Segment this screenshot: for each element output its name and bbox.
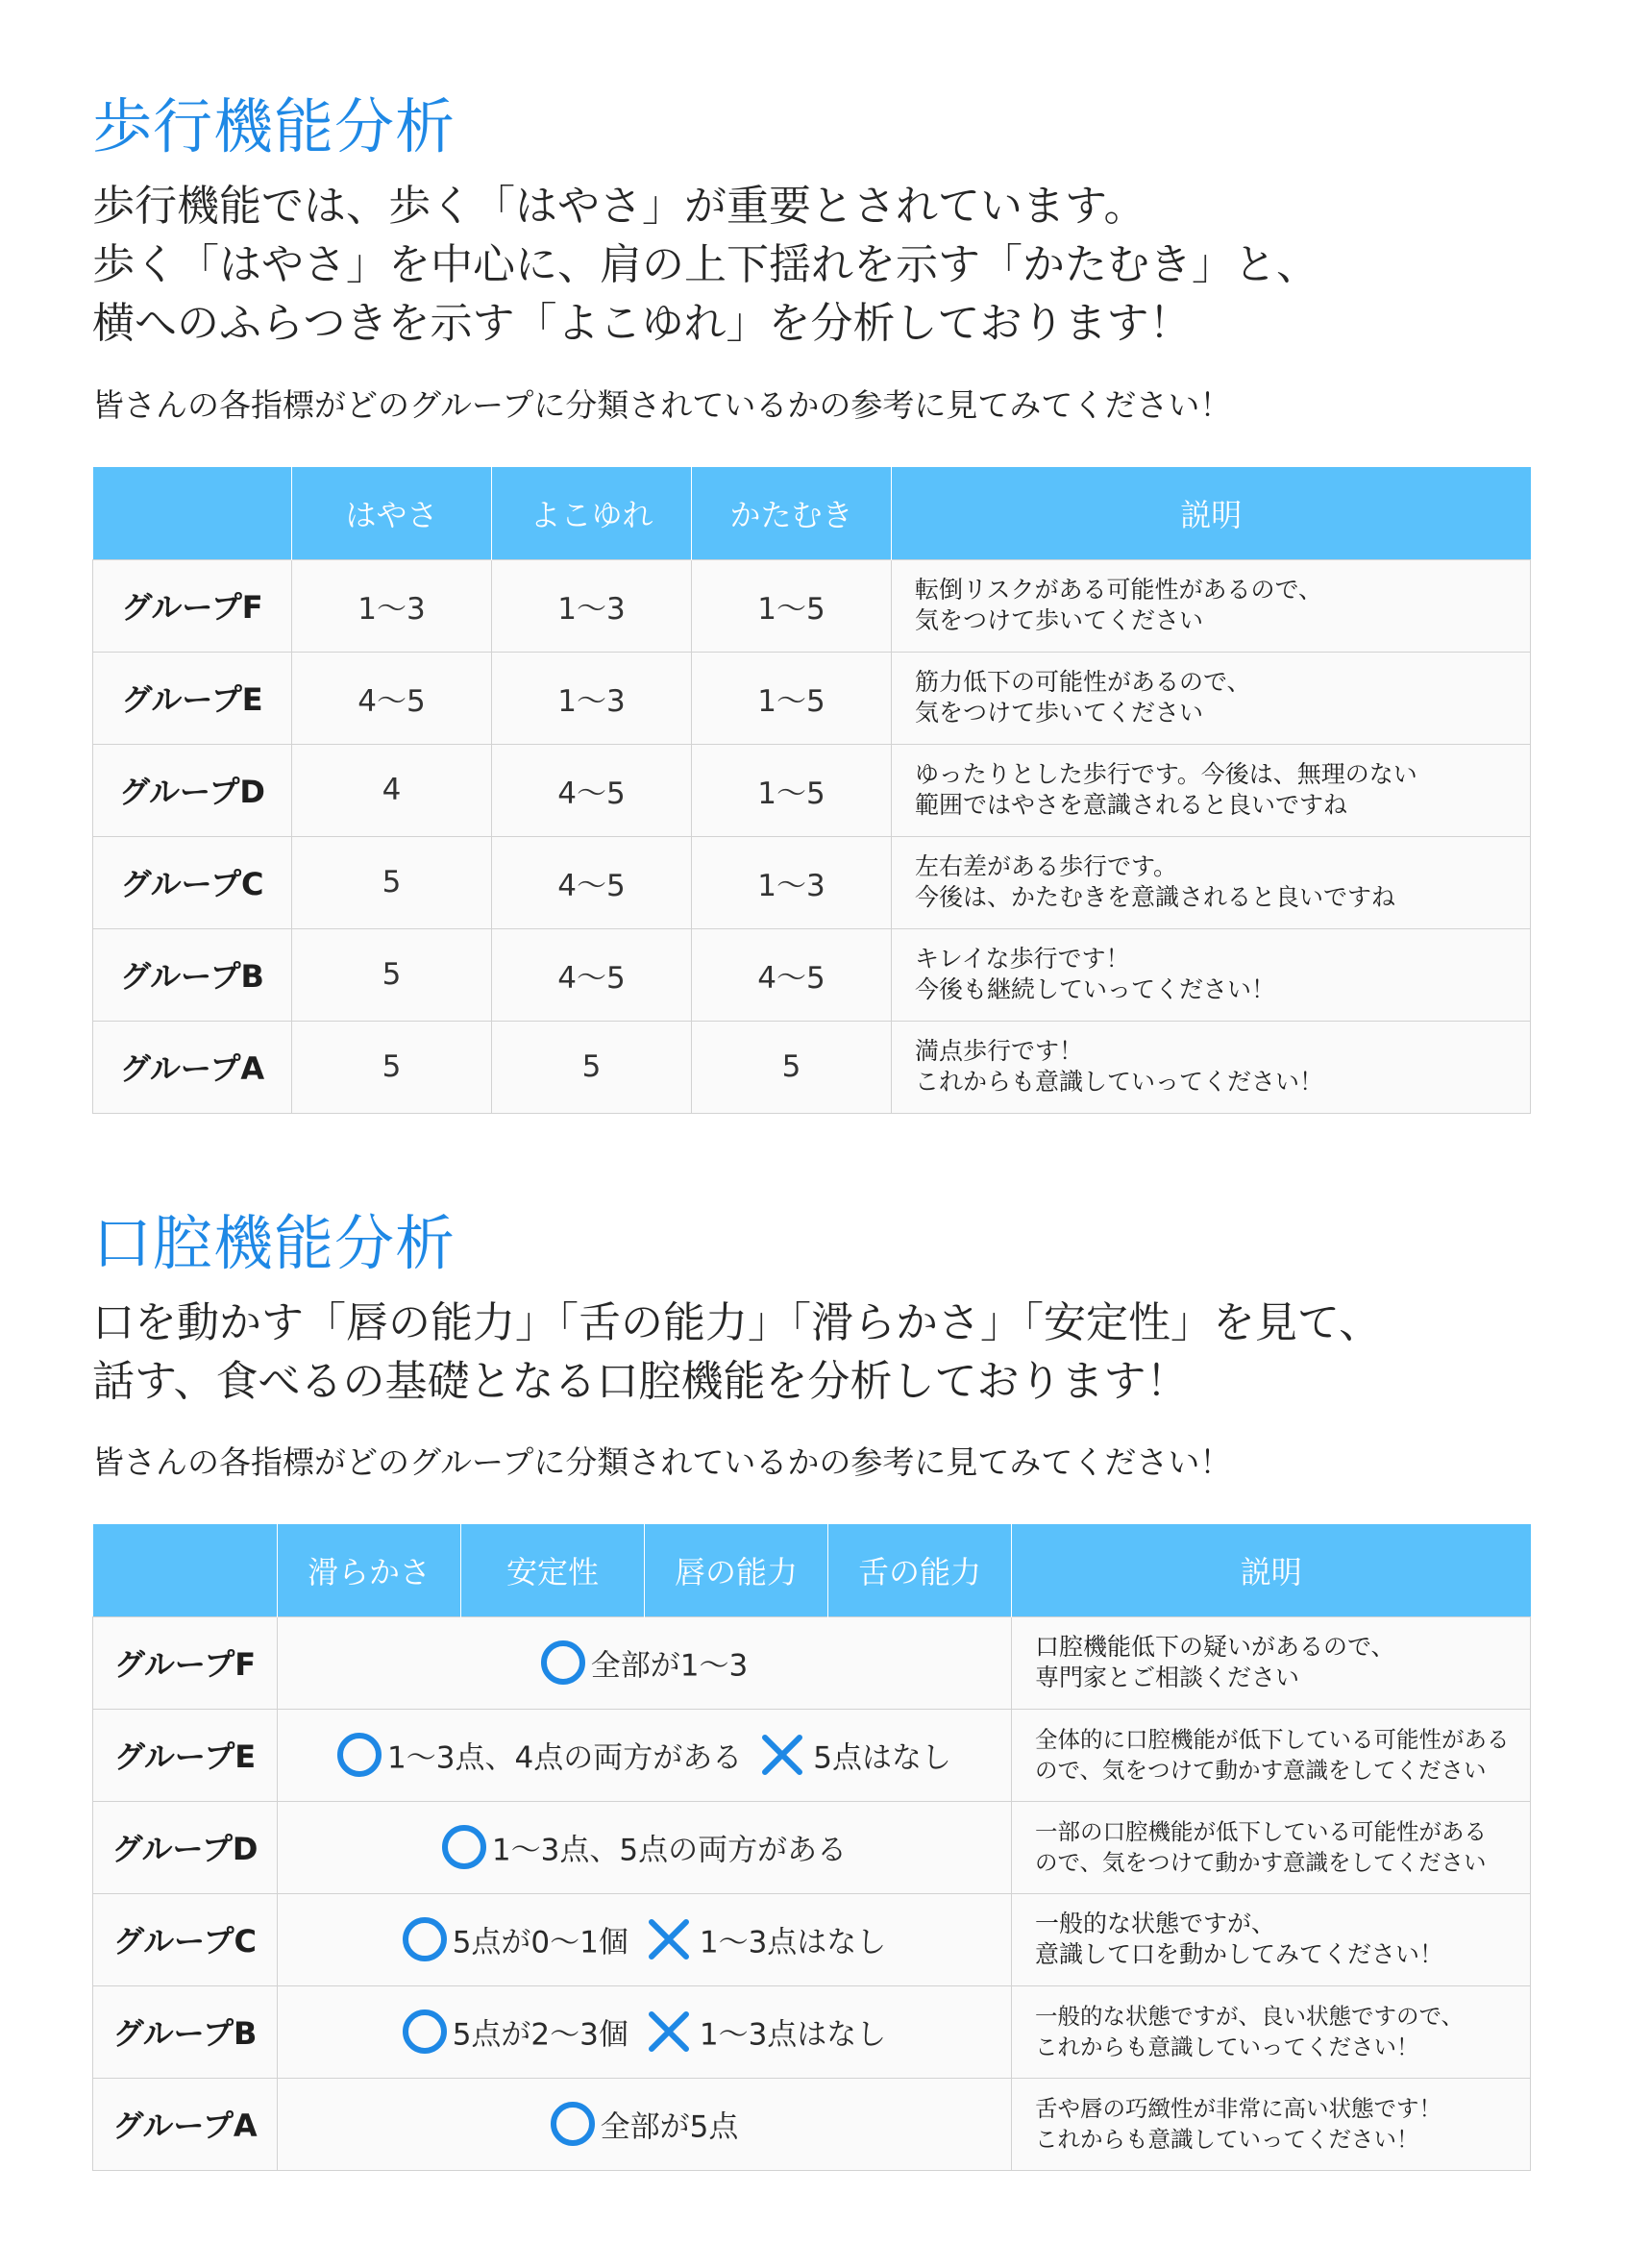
description-line: 今後も継続していってください！ <box>915 975 1276 1003</box>
description-line: ので、気をつけて動かす意識をしてください <box>1035 1757 1487 1784</box>
circle-icon <box>337 1733 382 1777</box>
description-line: これからも意識していってください！ <box>915 1068 1324 1096</box>
oral-table <box>92 1524 1531 2171</box>
criteria-ok-text: 全部が1〜3 <box>590 1648 749 1684</box>
group-label: グループD <box>93 744 292 836</box>
group-label: グループF <box>93 1616 278 1709</box>
oral-header-desc: 説明 <box>1012 1524 1531 1616</box>
walking-lead-line-2: 歩く「はやさ」を中心に、肩の上下揺れを示す「かたむき」と、 <box>92 240 1318 289</box>
group-label: グループF <box>93 559 292 652</box>
table-row <box>93 559 1531 652</box>
criteria-cell <box>278 2078 1012 2170</box>
oral-note: 皆さんの各指標がどのグループに分類されているかの参考に見てみてください！ <box>92 1443 1232 1481</box>
description-line: ゆったりとした歩行です。今後は、無理のない <box>915 760 1417 788</box>
description-line: 意識して口を動かしてみてください！ <box>1035 1940 1444 1968</box>
oral-header-stability: 安定性 <box>461 1524 645 1616</box>
criteria-cell <box>278 1801 1012 1893</box>
katamuki-value: 1〜5 <box>692 744 892 836</box>
table-row <box>93 1616 1531 1709</box>
group-label: グループB <box>93 1985 278 2078</box>
description <box>892 1021 1531 1113</box>
yokoyure-value: 4〜5 <box>492 836 692 928</box>
criteria-ok-text: 5点が2〜3個 <box>452 2017 628 2053</box>
description <box>892 652 1531 744</box>
description-line: 気をつけて歩いてください <box>915 699 1204 727</box>
criteria-cell <box>278 1893 1012 1985</box>
description-line: 気をつけて歩いてください <box>915 606 1204 634</box>
description-line: 範囲ではやさを意識されると良いですね <box>915 791 1348 819</box>
criteria-ng-text: 5点はなし <box>813 1740 951 1776</box>
criteria-ok-text: 全部が5点 <box>600 2109 739 2145</box>
table-row <box>93 1801 1531 1893</box>
walking-header-katamuki: かたむき <box>692 467 892 559</box>
description-line: ので、気をつけて動かす意識をしてください <box>1035 1849 1487 1876</box>
oral-lead-line-2: 話す、食べるの基礎となる口腔機能を分析しております！ <box>92 1357 1189 1406</box>
circle-icon <box>442 1825 486 1869</box>
walking-table <box>92 467 1531 1114</box>
table-row <box>93 836 1531 928</box>
description <box>892 836 1531 928</box>
hayasa-value: 5 <box>292 1021 492 1113</box>
hayasa-value: 4〜5 <box>292 652 492 744</box>
description-line: 舌や唇の巧緻性が非常に高い状態です！ <box>1035 2095 1441 2122</box>
description <box>1012 1801 1531 1893</box>
group-label: グループC <box>93 1893 278 1985</box>
katamuki-value: 1〜5 <box>692 652 892 744</box>
group-label: グループE <box>93 1709 278 1801</box>
cross-icon <box>646 2009 692 2055</box>
walking-header-desc: 説明 <box>892 467 1531 559</box>
criteria-ok-text: 1〜3点、4点の両方がある <box>387 1740 743 1776</box>
katamuki-value: 1〜3 <box>692 836 892 928</box>
group-label: グループC <box>93 836 292 928</box>
criteria-cell <box>278 1985 1012 2078</box>
description <box>892 559 1531 652</box>
walking-lead-line-3: 横へのふらつきを示す「よこゆれ」を分析しております！ <box>92 299 1192 348</box>
walking-section-title: 歩行機能分析 <box>92 91 456 161</box>
oral-header-blank <box>93 1524 278 1616</box>
description-line: 筋力低下の可能性があるので、 <box>915 668 1251 696</box>
criteria-ng-text: 1〜3点はなし <box>699 1925 887 1960</box>
group-label: グループB <box>93 928 292 1021</box>
criteria-cell <box>278 1709 1012 1801</box>
yokoyure-value: 5 <box>492 1021 692 1113</box>
description-line: これからも意識していってください！ <box>1035 2034 1419 2060</box>
group-label: グループA <box>93 1021 292 1113</box>
walking-table-header <box>93 467 1531 559</box>
group-label: グループD <box>93 1801 278 1893</box>
description <box>1012 1616 1531 1709</box>
criteria-ok-text: 1〜3点、5点の両方がある <box>491 1833 848 1868</box>
walking-header-yokoyure: よこゆれ <box>492 467 692 559</box>
hayasa-value: 5 <box>292 928 492 1021</box>
oral-lead-line-1: 口を動かす「唇の能力」「舌の能力」「滑らかさ」「安定性」を見て、 <box>92 1298 1382 1347</box>
criteria-ng-text: 1〜3点はなし <box>699 2017 887 2053</box>
hayasa-value: 4 <box>292 744 492 836</box>
description-line: 口腔機能低下の疑いがあるので、 <box>1035 1633 1395 1661</box>
description-line: 満点歩行です！ <box>915 1037 1084 1065</box>
table-row <box>93 652 1531 744</box>
yokoyure-value: 1〜3 <box>492 652 692 744</box>
description <box>1012 1893 1531 1985</box>
criteria-ok-text: 5点が0〜1個 <box>452 1925 628 1960</box>
criteria-cell <box>278 1616 1012 1709</box>
table-row <box>93 1709 1531 1801</box>
table-row <box>93 2078 1531 2170</box>
group-label: グループA <box>93 2078 278 2170</box>
oral-lead <box>92 1294 1381 1411</box>
description-line: 転倒リスクがある可能性があるので、 <box>915 576 1323 604</box>
walking-note: 皆さんの各指標がどのグループに分類されているかの参考に見てみてください！ <box>92 386 1232 424</box>
description-line: 一般的な状態ですが、良い状態ですので、 <box>1035 2003 1465 2030</box>
description <box>1012 2078 1531 2170</box>
walking-lead <box>92 177 1318 353</box>
description-line: 一般的な状態ですが、 <box>1035 1910 1276 1937</box>
table-row <box>93 1021 1531 1113</box>
hayasa-value: 5 <box>292 836 492 928</box>
oral-table-header <box>93 1524 1531 1616</box>
yokoyure-value: 4〜5 <box>492 744 692 836</box>
description-line: これからも意識していってください！ <box>1035 2126 1419 2153</box>
katamuki-value: 1〜5 <box>692 559 892 652</box>
circle-icon <box>403 2009 447 2054</box>
walking-header-blank <box>93 467 292 559</box>
group-label: グループE <box>93 652 292 744</box>
description-line: 専門家とご相談ください <box>1035 1664 1300 1691</box>
description <box>892 928 1531 1021</box>
description-line: 全体的に口腔機能が低下している可能性がある <box>1035 1726 1510 1753</box>
description <box>892 744 1531 836</box>
table-row <box>93 928 1531 1021</box>
circle-icon <box>551 2102 595 2146</box>
oral-header-lip: 唇の能力 <box>645 1524 828 1616</box>
oral-header-smoothness: 滑らかさ <box>278 1524 461 1616</box>
walking-lead-line-1: 歩行機能では、歩く「はやさ」が重要とされています。 <box>92 182 1146 231</box>
cross-icon <box>759 1732 805 1778</box>
description-line: 今後は、かたむきを意識されると良いですね <box>915 883 1396 911</box>
description-line: 一部の口腔機能が低下している可能性がある <box>1035 1818 1487 1845</box>
oral-section-title: 口腔機能分析 <box>92 1208 456 1278</box>
walking-header-hayasa: はやさ <box>292 467 492 559</box>
circle-icon <box>541 1640 585 1685</box>
yokoyure-value: 1〜3 <box>492 559 692 652</box>
table-row <box>93 1985 1531 2078</box>
table-row <box>93 1893 1531 1985</box>
katamuki-value: 5 <box>692 1021 892 1113</box>
katamuki-value: 4〜5 <box>692 928 892 1021</box>
description-line: キレイな歩行です！ <box>915 945 1130 973</box>
description-line: 左右差がある歩行です。 <box>915 852 1178 880</box>
yokoyure-value: 4〜5 <box>492 928 692 1021</box>
description <box>1012 1985 1531 2078</box>
description <box>1012 1709 1531 1801</box>
oral-header-tongue: 舌の能力 <box>828 1524 1012 1616</box>
cross-icon <box>646 1916 692 1962</box>
circle-icon <box>403 1917 447 1961</box>
table-row <box>93 744 1531 836</box>
hayasa-value: 1〜3 <box>292 559 492 652</box>
